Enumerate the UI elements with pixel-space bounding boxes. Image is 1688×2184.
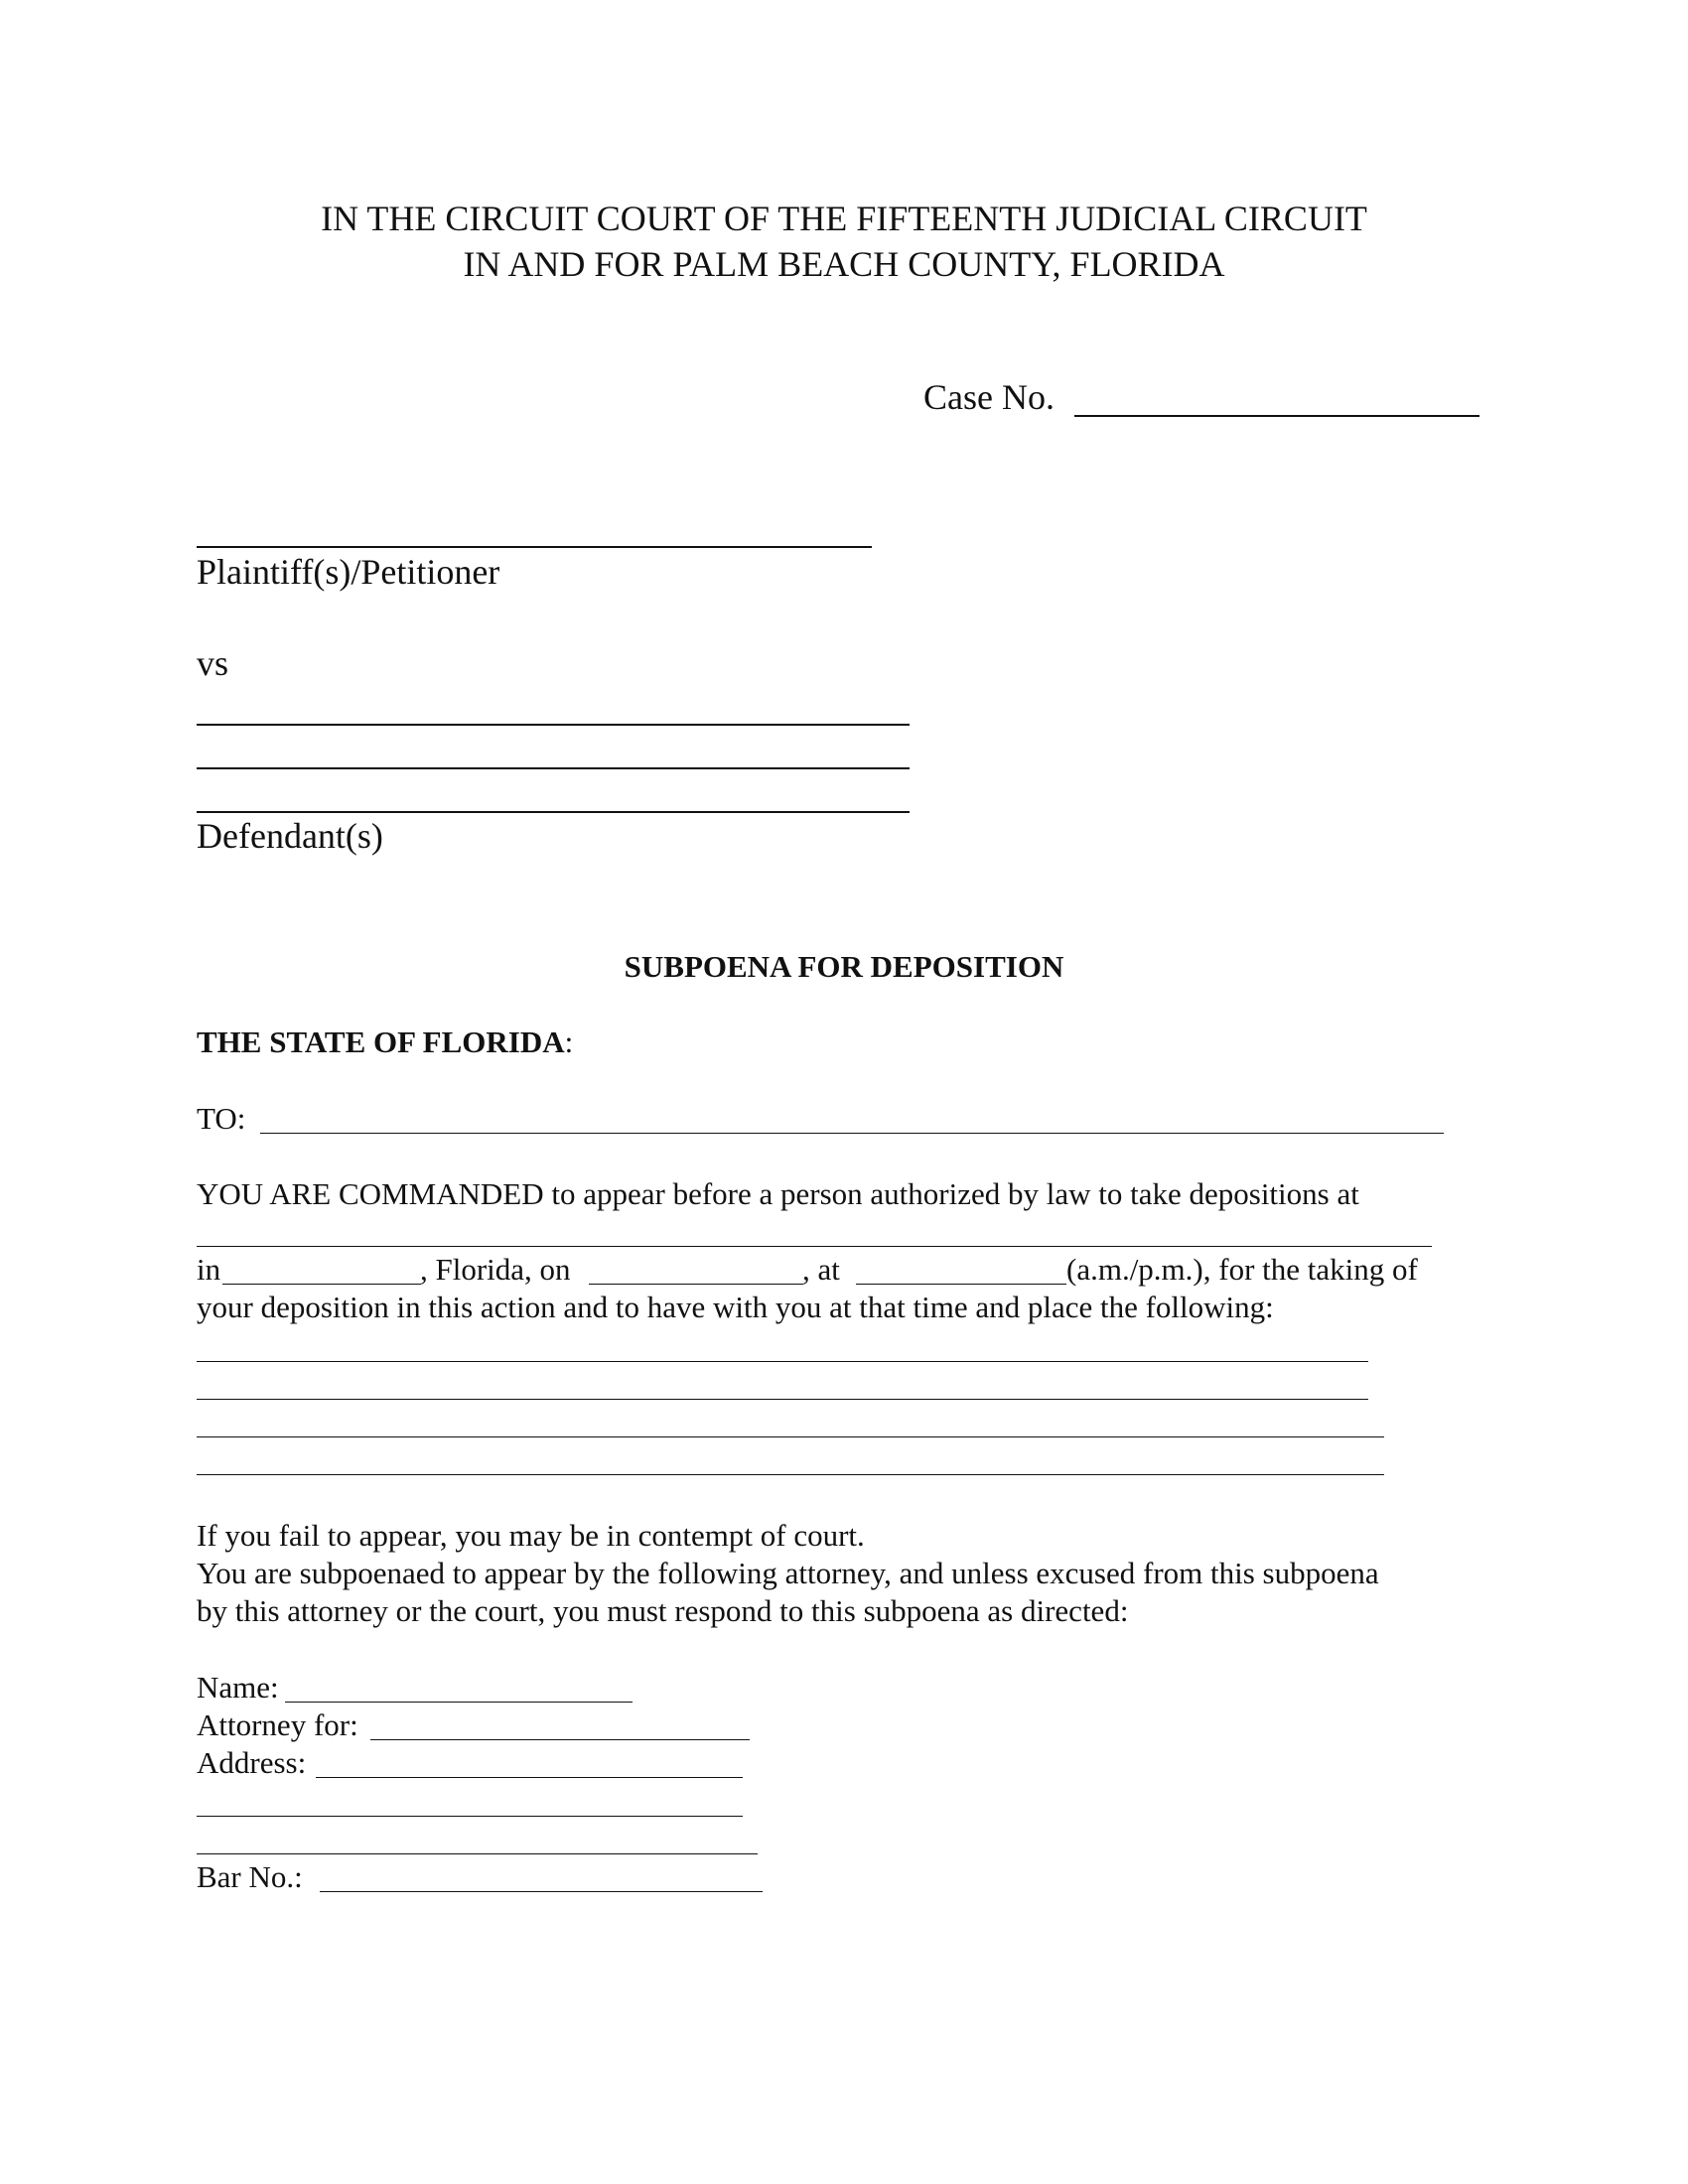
to-recipient-field[interactable]	[260, 1133, 1444, 1134]
attorney-address-field-3[interactable]	[197, 1853, 758, 1854]
defendant-label: Defendant(s)	[197, 816, 383, 856]
time-field[interactable]	[856, 1284, 1066, 1285]
case-number-field[interactable]	[1074, 415, 1479, 417]
defendant-name-field-3[interactable]	[197, 811, 910, 813]
attorney-address-label: Address:	[197, 1745, 307, 1780]
items-field-4[interactable]	[197, 1474, 1384, 1475]
attorney-for-label: Attorney for:	[197, 1707, 358, 1742]
date-field[interactable]	[589, 1284, 803, 1285]
command-in-label: in	[197, 1252, 221, 1287]
court-heading-line2: IN AND FOR PALM BEACH COUNTY, FLORIDA	[463, 244, 1225, 284]
contempt-line2: You are subpoenaed to appear by the following attorney, and unless excused from this subpoena	[197, 1556, 1379, 1590]
items-field-1[interactable]	[197, 1361, 1368, 1362]
attorney-name-field[interactable]	[285, 1702, 633, 1703]
attorney-for-field[interactable]	[370, 1739, 750, 1740]
items-field-2[interactable]	[197, 1399, 1368, 1400]
bar-number-field[interactable]	[320, 1891, 763, 1892]
contempt-line1: If you fail to appear, you may be in contempt of court.	[197, 1518, 865, 1553]
command-line3: your deposition in this action and to have with you at that time and place the following:	[197, 1290, 1274, 1324]
attorney-address-field-2[interactable]	[197, 1816, 743, 1817]
items-field-3[interactable]	[197, 1436, 1384, 1437]
attorney-address-field-1[interactable]	[316, 1777, 743, 1778]
command-ampm: (a.m./p.m.), for the taking of	[1066, 1252, 1418, 1287]
attorney-name-label: Name:	[197, 1670, 279, 1705]
command-at-label: , at	[802, 1252, 840, 1287]
versus-label: vs	[197, 643, 229, 683]
bar-number-label: Bar No.:	[197, 1859, 303, 1894]
deposition-location-field[interactable]	[197, 1246, 1432, 1247]
state-label: THE STATE OF FLORIDA	[197, 1024, 565, 1059]
command-line1: YOU ARE COMMANDED to appear before a person authorized by law to take depositions at	[197, 1176, 1359, 1211]
document-title: SUBPOENA FOR DEPOSITION	[624, 949, 1064, 984]
case-number-label: Case No.	[923, 377, 1055, 417]
defendant-name-field-1[interactable]	[197, 724, 910, 726]
state-line	[197, 1024, 573, 1061]
plaintiff-label: Plaintiff(s)/Petitioner	[197, 552, 500, 592]
command-florida-on: , Florida, on	[420, 1252, 571, 1287]
state-colon: :	[564, 1024, 574, 1059]
city-field[interactable]	[222, 1284, 421, 1285]
defendant-name-field-2[interactable]	[197, 767, 910, 769]
to-label: TO:	[197, 1101, 246, 1136]
contempt-line3: by this attorney or the court, you must respond to this subpoena as directed:	[197, 1593, 1129, 1628]
court-heading-line1: IN THE CIRCUIT COURT OF THE FIFTEENTH JUDICIAL CIRCUIT	[321, 199, 1367, 238]
plaintiff-name-field[interactable]	[197, 546, 872, 548]
